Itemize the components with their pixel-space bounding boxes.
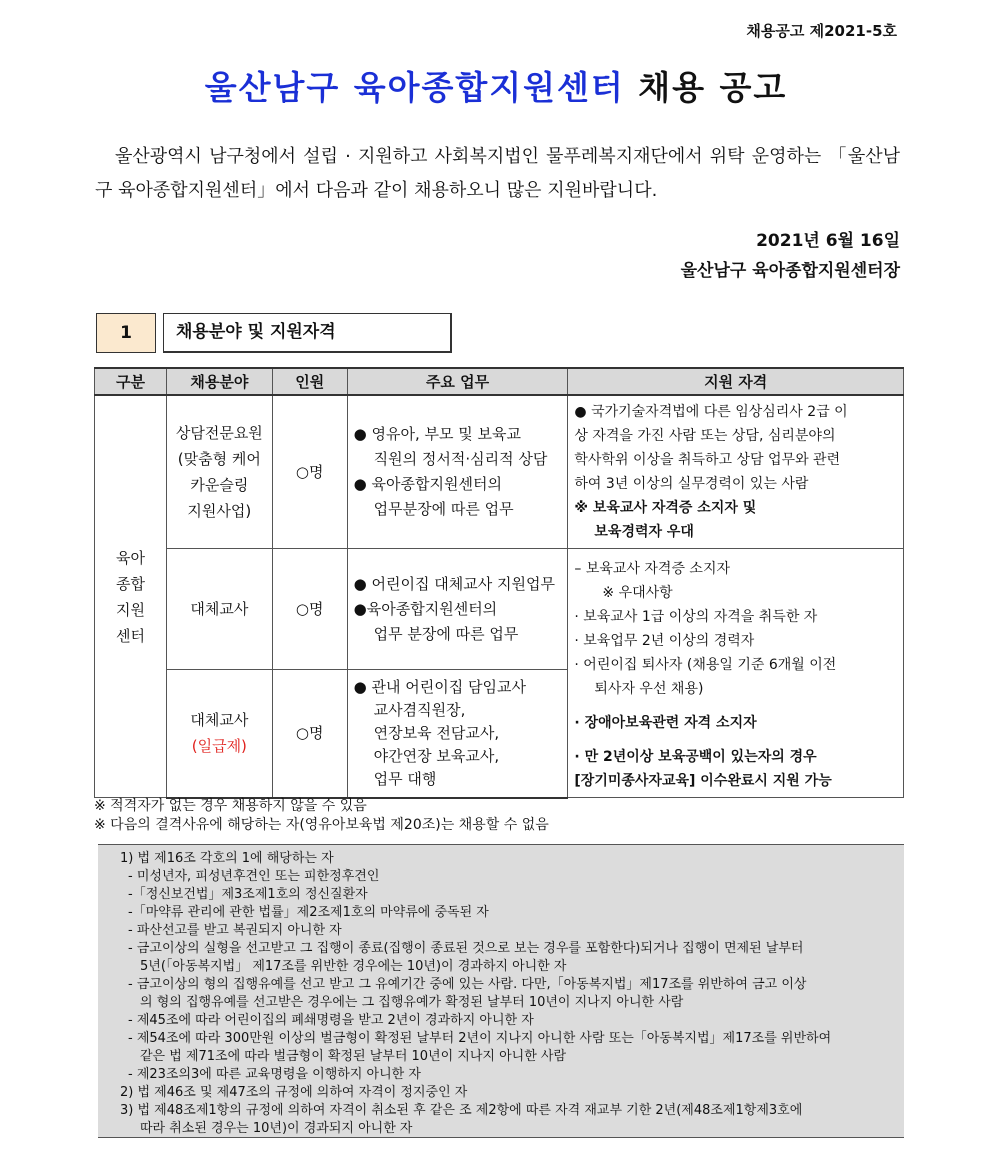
note-item: ※ 적격자가 없는 경우 채용하지 않을 수 있음: [94, 798, 367, 814]
table-header-row: [95, 368, 904, 395]
note-item: ※ 다음의 결격사유에 해당하는 자(영유아보육법 제20조)는 채용할 수 없음: [94, 817, 549, 833]
issuer: 울산남구 육아종합지원센터장: [680, 261, 900, 281]
notice-number: 채용공고 제2021-5호: [746, 22, 897, 40]
header-count: 인원: [272, 368, 347, 395]
field-cell: 상담전문요원 (맞춤형 케어 카운슬링 지원사업): [166, 395, 272, 549]
list-item: 따라 취소된 경우는 10년)이 경과되지 아니한 자: [140, 1121, 413, 1136]
count-cell: ○명: [272, 670, 347, 798]
list-item: - 제45조에 따라 어린이집의 폐쇄명령을 받고 2년이 경과하지 아니한 자: [128, 1013, 534, 1028]
page-title: [0, 62, 992, 109]
notice-date: 2021년 6월 16일: [756, 231, 900, 251]
duties-cell: ● 영유아, 부모 및 보육교 직원의 정서적·심리적 상담 ● 육아종합지원센터의 업무분장에 따른 업무: [347, 395, 568, 549]
field-cell: 대체교사: [166, 549, 272, 670]
table-row: [95, 395, 904, 549]
list-item: 3) 법 제48조제1항의 규정에 의하여 자격이 취소된 후 같은 조 제2항에 따른 자격 재교부 기한 2년(제48조제1항제3호에: [120, 1103, 803, 1118]
field-cell: 대체교사 (일급제): [166, 670, 272, 798]
duties-cell: ● 관내 어린이집 담임교사 교사겸직원장, 연장보육 전담교사, 야간연장 보육교사, 업무 대행: [347, 670, 568, 798]
list-item: - 제54조에 따라 300만원 이상의 벌금형이 확정된 날부터 2년이 지나지 아니한 사람 또는「아동복지법」제17조를 위반하여: [128, 1031, 832, 1046]
list-item: -「마약류 관리에 관한 법률」제2조제1호의 마약류에 중독된 자: [128, 905, 489, 920]
list-item: 같은 법 제71조에 따라 벌금형이 확정된 날부터 10년이 지나지 아니한 사람: [140, 1049, 567, 1064]
list-item: 5년(「아동복지법」 제17조를 위반한 경우에는 10년)이 경과하지 아니한 자: [140, 959, 567, 974]
list-item: 의 형의 집행유예를 선고받은 경우에는 그 집행유예가 확정된 날부터 10년이 지나지 아니한 사람: [140, 995, 684, 1010]
shared-qualification-cell: – 보육교사 자격증 소지자 ※ 우대사항 · 보육교사 1급 이상의 자격을 취득한 자 · 보육업무 2년 이상의 경력자 · 어린이집 퇴사자 (채용일 기준 6개월 이전 퇴사자 우선 채용) · 장애아보육관련 자격 소지자 · 만 2년이상 보육공백이 있는자의 경우 [장기미종사자교육] 이수완료시 지원 가능: [568, 549, 904, 798]
title-org: 울산남구 육아종합지원센터: [204, 68, 625, 107]
count-cell: ○명: [272, 549, 347, 670]
duties-cell: ● 어린이집 대체교사 지원업무 ●육아종합지원센터의 업무 분장에 따른 업무: [347, 549, 568, 670]
list-item: -「정신보건법」제3조제1호의 정신질환자: [128, 887, 368, 902]
date-block: [681, 226, 900, 286]
list-item: - 금고이상의 실형을 선고받고 그 집행이 종료(집행이 종료된 것으로 보는 경우를 포함한다)되거나 집행이 면제된 날부터: [128, 941, 804, 956]
title-suffix: 채용 공고: [638, 68, 788, 107]
list-item: - 제23조의3에 따른 교육명령을 이행하지 아니한 자: [128, 1067, 421, 1082]
section-number: 1: [96, 313, 156, 353]
list-item: - 미성년자, 피성년후견인 또는 피한정후견인: [128, 869, 380, 884]
list-item: 1) 법 제16조 각호의 1에 해당하는 자: [120, 851, 334, 866]
header-division: 구분: [95, 368, 167, 395]
daily-pay-note: (일급제): [191, 737, 247, 756]
header-field: 채용분야: [166, 368, 272, 395]
disqualification-box: [98, 844, 904, 1138]
table-row: [95, 549, 904, 670]
intro-paragraph: 울산광역시 남구청에서 설립 · 지원하고 사회복지법인 물푸레복지재단에서 위탁 운영하는 「울산남구 육아종합지원센터」에서 다음과 같이 채용하오니 많은 지원바랍니다.: [95, 146, 900, 201]
count-cell: ○명: [272, 395, 347, 549]
recruitment-table: [94, 367, 904, 799]
section-title: 채용분야 및 지원자격: [163, 313, 452, 353]
list-item: - 파산선고를 받고 복권되지 아니한 자: [128, 923, 342, 938]
list-item: 2) 법 제46조 및 제47조의 규정에 의하여 자격이 정지중인 자: [120, 1085, 468, 1100]
list-item: - 금고이상의 형의 집행유예를 선고 받고 그 유예기간 중에 있는 사람. 다만,「아동복지법」제17조를 위반하여 금고 이상: [128, 977, 807, 992]
qualification-cell: ● 국가기술자격법에 다른 임상심리사 2급 이 상 자격을 가진 사람 또는 상담, 심리분야의 학사학위 이상을 취득하고 상담 업무와 관련 하여 3년 이상의 실무경력이 있는 사람 ※ 보육교사 자격증 소지자 및 보육경력자 우대: [568, 395, 904, 549]
header-duties: 주요 업무: [347, 368, 568, 395]
division-cell: 육아 종합 지원 센터: [95, 395, 167, 798]
header-qualification: 지원 자격: [568, 368, 904, 395]
notes: [94, 797, 549, 835]
